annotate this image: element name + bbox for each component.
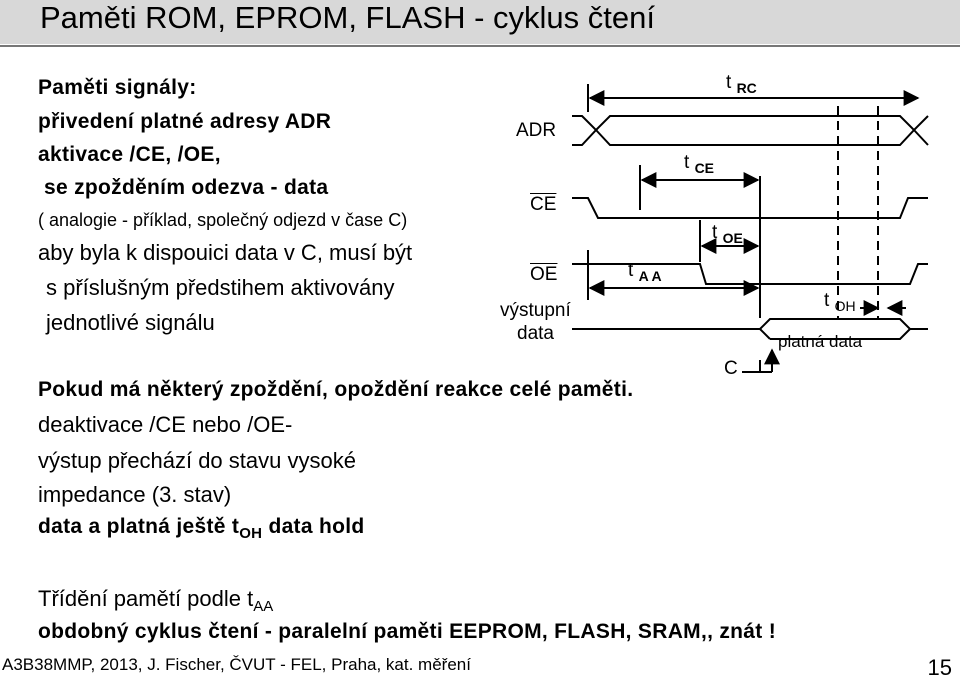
label-t-ce: t $_{CE}$ — [684, 152, 715, 176]
text-line-analogy: ( analogie - příklad, společný odjezd v čase C) — [38, 210, 408, 230]
ce-waveform — [572, 198, 928, 218]
text-data-hold: data a platná ještě $t_{OH}$ data hold — [38, 515, 365, 542]
label-t-oh: t $_{OH}$ — [824, 290, 856, 314]
text-line-delay: se zpožděním odezva - data — [44, 176, 329, 199]
signal-label-ce: $\overline{CE}$ — [530, 194, 557, 215]
signal-label-adr: ADR — [516, 120, 557, 141]
signal-label-oe: $\overline{OE}$ — [530, 264, 558, 285]
signals-heading: Paměti signály: — [38, 76, 197, 99]
slide-title: Paměti ROM, EPROM, FLASH - cyklus čtení — [40, 0, 655, 35]
output-waveform — [572, 319, 928, 339]
adr-waveform — [572, 116, 596, 145]
label-t-rc: t $_{RC}$ — [726, 72, 757, 96]
signal-label-data: data — [517, 323, 554, 344]
signal-label-output: výstupní — [500, 300, 571, 321]
label-valid-data: platná data — [778, 332, 863, 351]
text-line-data-available: aby byla k dispouici data v C, musí být — [38, 240, 413, 265]
text-line-signals: jednotlivé signálu — [46, 310, 215, 335]
text-similar-cycle: obdobný cyklus čtení - paralelní paměti EEPROM, FLASH, SRAM,, znát ! — [38, 620, 776, 643]
oe-waveform — [572, 264, 928, 284]
text-third-state: impedance (3. stav) — [38, 482, 232, 507]
text-line-activation: aktivace /CE, /OE, — [38, 143, 221, 166]
text-line-advance: s příslušným předstihem aktivovány — [46, 275, 395, 300]
footer-course: A3B38MMP, 2013, J. Fischer, ČVUT - FEL, Praha, kat. měření — [2, 655, 471, 674]
text-delay-note: Pokud má některý zpoždění, opoždění reakce celé paměti. — [38, 378, 634, 401]
text-classification: Třídění pamětí podle $t_{AA}$ — [38, 586, 274, 615]
label-c: C — [724, 358, 738, 379]
label-t-oe: t $_{OE}$ — [712, 222, 743, 246]
text-deactivation: deaktivace /CE nebo /OE- — [38, 412, 293, 437]
text-high-impedance: výstup přechází do stavu vysoké — [38, 448, 356, 473]
text-line-address: přivedení platné adresy ADR — [38, 110, 332, 133]
label-t-aa: t $_{A A}$ — [628, 260, 662, 284]
page-number: 15 — [927, 655, 952, 680]
